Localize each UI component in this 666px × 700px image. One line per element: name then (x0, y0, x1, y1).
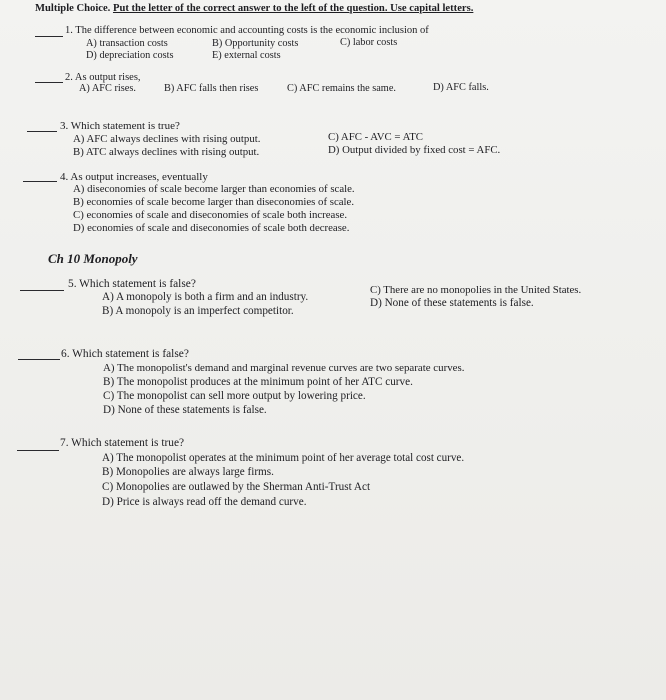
question-6-stem: 6. Which statement is false? (61, 348, 189, 360)
q2-option-c: C) AFC remains the same. (287, 83, 396, 94)
q2-option-d: D) AFC falls. (433, 82, 489, 93)
q2-option-a: A) AFC rises. (79, 83, 136, 94)
answer-blank-4[interactable] (23, 181, 57, 182)
q6-option-c: C) The monopolist can sell more output by lowering price. (103, 390, 366, 402)
question-7-stem: 7. Which statement is true? (60, 437, 185, 449)
q3-option-d: D) Output divided by fixed cost = AFC. (328, 144, 501, 156)
q4-option-a: A) diseconomies of scale become larger than economies of scale. (73, 183, 355, 195)
answer-blank-7[interactable] (17, 450, 59, 451)
q1-option-d: D) depreciation costs (86, 50, 174, 61)
q7-option-b: B) Monopolies are always large firms. (102, 466, 274, 478)
instructions-header (35, 4, 473, 15)
q4-option-d: D) economies of scale and diseconomies of scale both decrease. (73, 222, 350, 234)
q1-option-a: A) transaction costs (86, 38, 168, 49)
answer-blank-3[interactable] (27, 131, 57, 132)
q6-option-d: D) None of these statements is false. (103, 404, 267, 416)
question-2-stem: 2. As output rises, (65, 72, 141, 83)
question-5-stem: 5. Which statement is false? (68, 278, 196, 290)
q5-option-a: A) A monopoly is both a firm and an industry. (102, 291, 309, 303)
q4-option-b: B) economies of scale become larger than diseconomies of scale. (73, 196, 355, 208)
q6-option-b: B) The monopolist produces at the minimum point of her ATC curve. (103, 376, 413, 388)
q3-option-b: B) ATC always declines with rising output. (73, 146, 260, 158)
q1-option-b: B) Opportunity costs (212, 38, 299, 49)
q5-option-b: B) A monopoly is an imperfect competitor. (102, 305, 294, 317)
q3-option-c: C) AFC - AVC = ATC (328, 131, 423, 143)
q2-option-b: B) AFC falls then rises (164, 83, 259, 94)
question-4-stem: 4. As output increases, eventually (60, 171, 208, 183)
q6-option-a: A) The monopolist's demand and marginal revenue curves are two separate curves. (103, 362, 465, 374)
answer-blank-6[interactable] (18, 359, 60, 360)
q7-option-d: D) Price is always read off the demand curve. (102, 496, 307, 508)
q4-option-c: C) economies of scale and diseconomies of scale both increase. (73, 209, 348, 221)
q3-option-a: A) AFC always declines with rising output. (73, 133, 261, 145)
q7-option-a: A) The monopolist operates at the minimum point of her average total cost curve. (102, 452, 465, 464)
q1-option-e: E) external costs (212, 50, 281, 61)
section-title: Ch 10 Monopoly (48, 251, 138, 266)
q5-option-d: D) None of these statements is false. (370, 297, 534, 309)
q5-option-c: C) There are no monopolies in the United States. (370, 284, 582, 296)
q7-option-c: C) Monopolies are outlawed by the Sherman Anti-Trust Act (102, 481, 371, 493)
answer-blank-2[interactable] (35, 82, 63, 83)
answer-blank-1[interactable] (35, 36, 63, 37)
question-3-stem: 3. Which statement is true? (60, 120, 180, 132)
question-1-stem: 1. The difference between economic and accounting costs is the economic inclusion of (65, 25, 429, 36)
instructions-prefix: Multiple Choice. (35, 3, 111, 14)
q1-option-c: C) labor costs (340, 37, 398, 48)
instructions-text: Put the letter of the correct answer to the left of the question. Use capital letters. (112, 3, 474, 14)
answer-blank-5[interactable] (20, 290, 64, 291)
